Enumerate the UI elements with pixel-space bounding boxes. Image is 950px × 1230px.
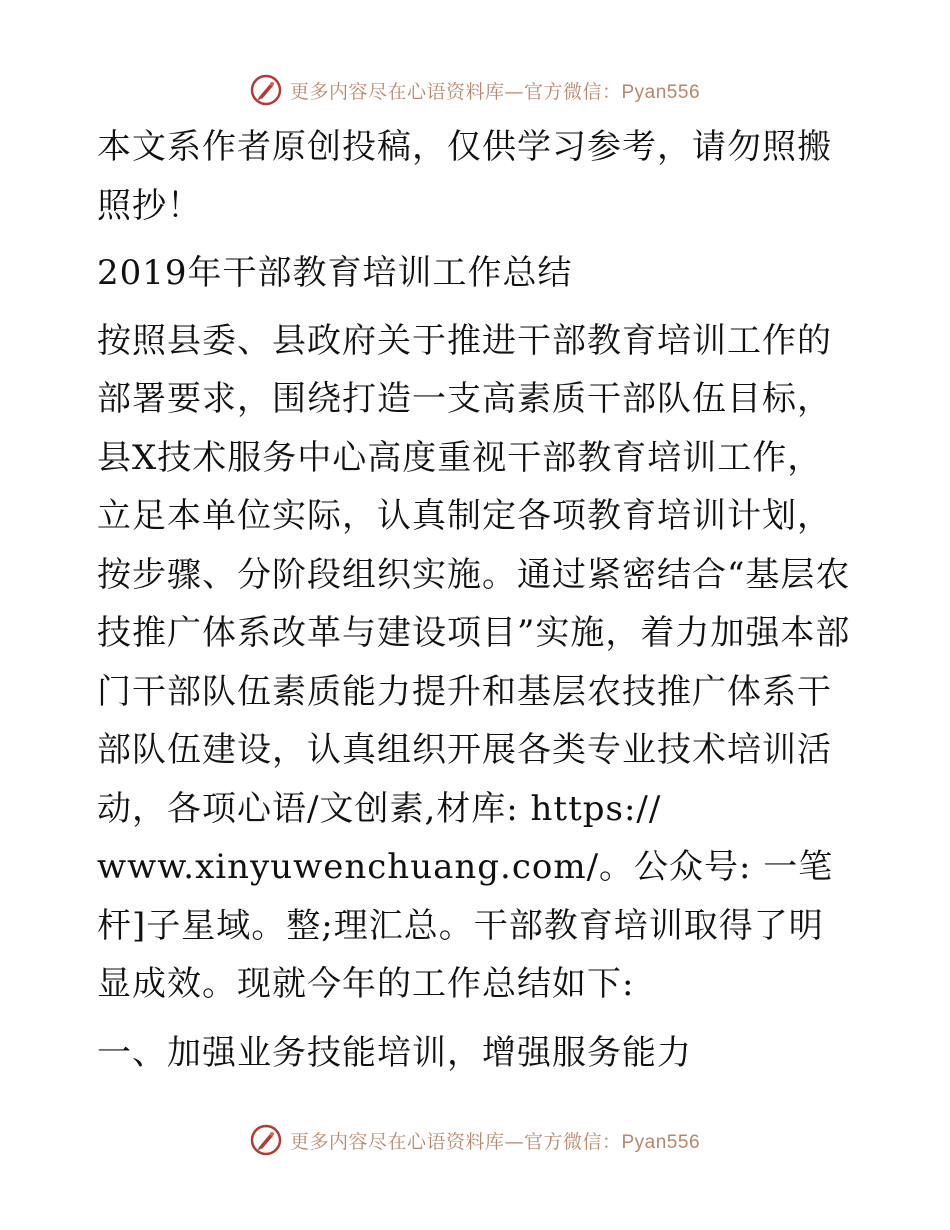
footer-watermark — [0, 1120, 950, 1160]
pen-logo-icon — [250, 74, 282, 106]
section-heading-1: 一、加强业务技能培训，增强服务能力 — [97, 1032, 692, 1073]
copyright-notice: 本文系作者原创投稿，仅供学习参考，请勿照搬照抄！ — [97, 127, 832, 226]
watermark-text: 更多内容尽在心语资料库—官方微信：Pyan556 — [289, 1130, 701, 1153]
body-paragraph: 按照县委、县政府关于推进干部教育培训工作的部署要求，围绕打造一支高素质干部队伍目标，县X技术服务中心高度重视干部教育培训工作，立足本单位实际，认真制定各项教育培训计划，按步骤、分阶段组织实施。通过紧密结合“基层农技推广体系改革与建设项目”实施，着力加强本部门干部队伍素质能力提升和基层农技推广体系干部队伍建设，认真组织开展各类专业技术培训活动，各项心语/文创素,材库: https:// — [97, 320, 851, 829]
document-title: 2019年干部教育培训工作总结 — [97, 253, 573, 293]
watermark-text: 更多内容尽在心语资料库—官方微信：Pyan556 — [289, 80, 701, 103]
document-body — [97, 118, 857, 1082]
header-watermark — [0, 70, 950, 110]
pen-logo-icon — [250, 1124, 282, 1156]
body-paragraph-continued: www.xinyuwenchuang.com/。公众号: 一笔杆]子星域。整;理汇总。干部教育培训取得了明显成效。现就今年的工作总结如下: — [97, 847, 834, 1004]
